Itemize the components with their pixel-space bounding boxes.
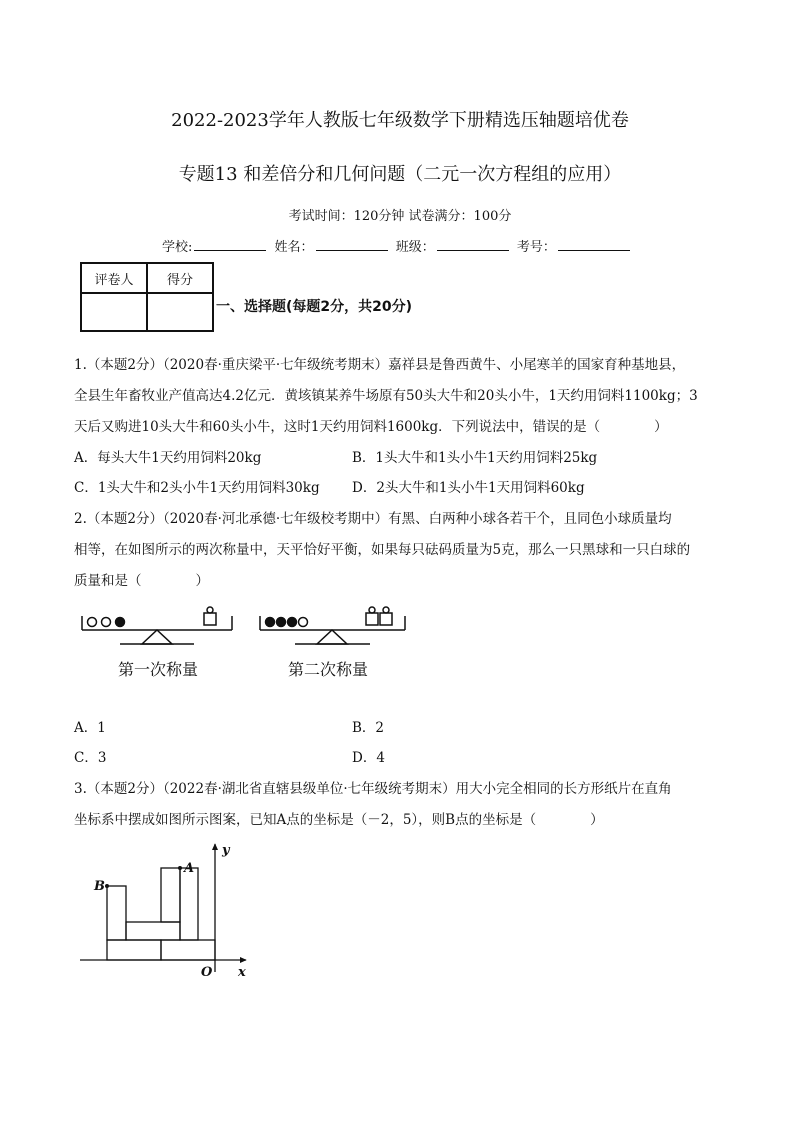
label-y: y	[222, 843, 230, 858]
exam-meta: 考试时间：120分钟 试卷满分：100分	[288, 209, 512, 224]
school-label: 学校:	[162, 240, 193, 255]
doc-subtitle: 专题13 和差倍分和几何问题（二元一次方程组的应用）	[178, 164, 622, 185]
label-o: O	[201, 965, 213, 980]
q1-option-a: A．每头大牛1天约用饲料20kg	[74, 450, 262, 466]
score-cell[interactable]	[147, 293, 213, 331]
q2-line2: 相等，在如图所示的两次称量中，天平恰好平衡，如果每只砝码质量为5克，那么一只黑球和一只白球的	[74, 542, 691, 558]
grader-cell[interactable]	[81, 293, 147, 331]
q3-line2: 坐标系中摆成如图所示图案，已知A点的坐标是（－2，5），则B点的坐标是（ ）	[74, 812, 604, 828]
q1-line1: 1.（本题2分）（2020春·重庆梁平·七年级统考期末）嘉祥县是鲁西黄牛、小尾寒羊的国家育种基地县，	[74, 357, 686, 373]
student-info-line	[162, 236, 634, 255]
doc-title: 2022-2023学年人教版七年级数学下册精选压轴题培优卷	[171, 110, 629, 131]
first-weighing-balance	[82, 607, 232, 644]
label-a: A	[184, 861, 195, 876]
q3-line1: 3.（本题2分）（2022春·湖北省直辖县级单位·七年级统考期末）用大小完全相同的长方形纸片在直角	[74, 781, 672, 797]
school-blank[interactable]	[194, 240, 266, 251]
q1-option-d: D．2头大牛和1头小牛1天用饲料60kg	[352, 480, 585, 496]
section-title: 一、选择题(每题2分，共20分)	[216, 299, 413, 315]
name-label: 姓名：	[274, 240, 314, 255]
examno-blank[interactable]	[558, 240, 630, 251]
score-table	[80, 262, 214, 332]
class-blank[interactable]	[437, 240, 509, 251]
q2-line3: 质量和是（ ）	[74, 573, 209, 589]
q1-line2: 全县生年畜牧业产值高达4.2亿元．黄垓镇某养牛场原有50头大牛和20头小牛，1天约用饲料1100kg；3	[74, 388, 698, 404]
q2-option-a: A．1	[74, 720, 106, 736]
label-b: B	[94, 879, 105, 894]
class-label: 班级：	[395, 240, 435, 255]
q2-option-b: B．2	[352, 720, 385, 736]
point-a	[178, 866, 182, 870]
first-weighing-label: 第一次称量	[118, 660, 199, 679]
q1-line3: 天后又购进10头大牛和60头小牛，这时1天约用饲料1600kg．下列说法中，错误的是（ ）	[74, 419, 668, 435]
rectangles	[107, 868, 215, 960]
second-weighing-balance	[260, 607, 405, 644]
examno-label: 考号：	[516, 240, 556, 255]
second-weighing-label: 第二次称量	[288, 660, 369, 679]
label-x: x	[238, 965, 246, 980]
score-header: 得分	[147, 263, 213, 293]
name-blank[interactable]	[316, 240, 388, 251]
point-b	[105, 884, 109, 888]
q1-option-c: C．1头大牛和2头小牛1天约用饲料30kg	[74, 480, 320, 496]
q1-option-b: B．1头大牛和1头小牛1天约用饲料25kg	[352, 450, 598, 466]
coordinate-figure	[74, 838, 264, 988]
q2-option-c: C．3	[74, 750, 107, 766]
balance-figure	[70, 600, 420, 695]
q2-line1: 2.（本题2分）（2020春·河北承德·七年级校考期中）有黑、白两种小球各若干个，且同色小球质量均	[74, 511, 672, 527]
q2-option-d: D．4	[352, 750, 385, 766]
grader-header: 评卷人	[81, 263, 147, 293]
